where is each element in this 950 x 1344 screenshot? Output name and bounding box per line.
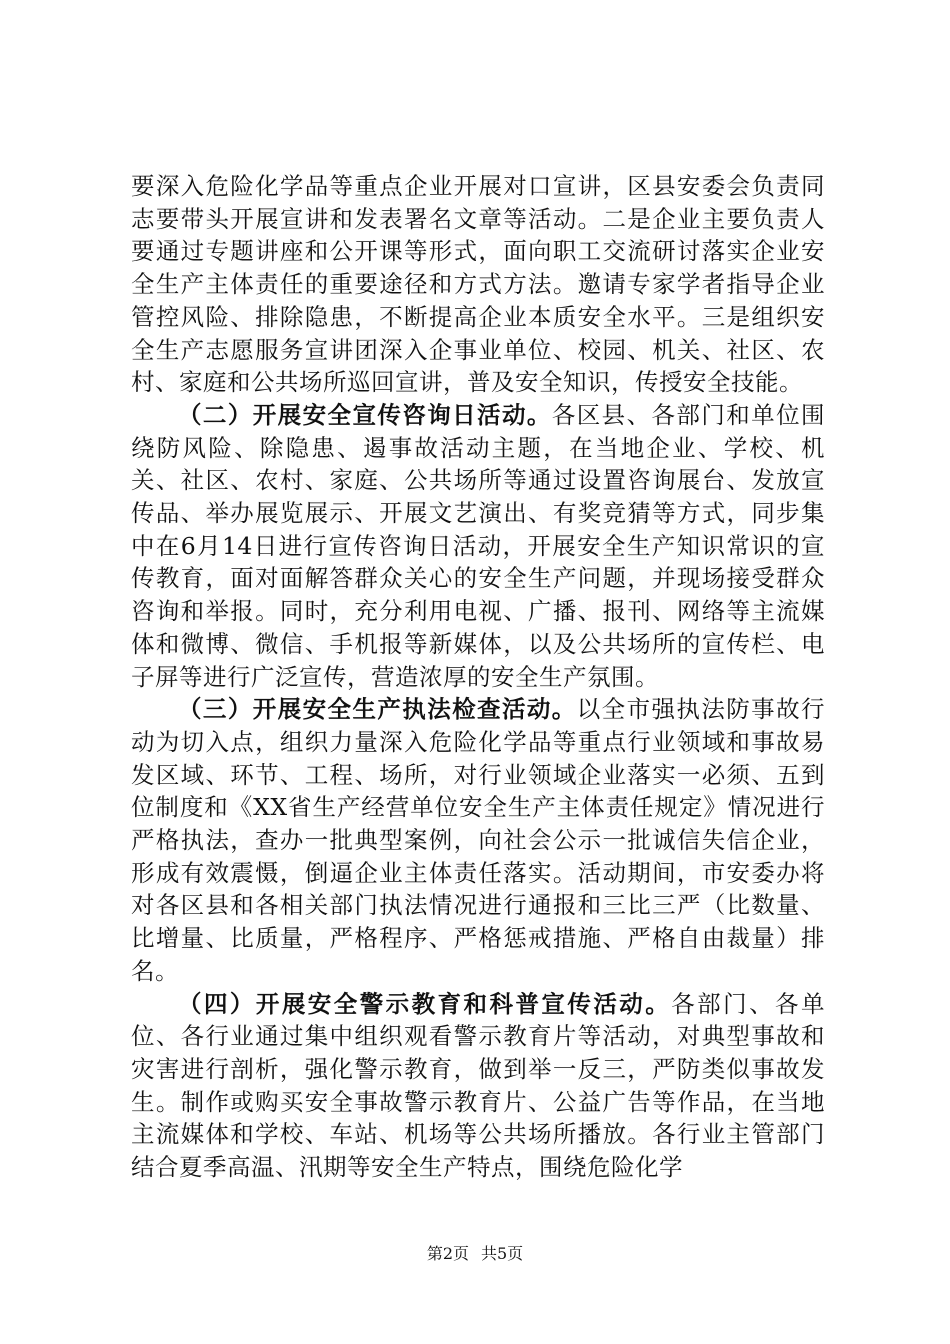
page-number: 第2页	[426, 1244, 469, 1263]
paragraph-text: 以全市强执法防事故行动为切入点，组织力量深入危险化学品等重点行业领域和事故易发区域、环节、工程、场所，对行业领域企业落实一必须、五到位制度和《XX省生产经营单位安全生产主体责任规定》情况进行严格执法，查办一批典型案例，向社会公示一批诚信失信企业，形成有效震慑，倒逼企业主体责任落实。活动期间，市安委办将对各区县和各相关部门执法情况进行通报和三比三严（比数量、比增量、比质量，严格程序、严格惩戒措施、严格自由裁量）排名。	[131, 695, 826, 985]
paragraph-text: 各部门、各单位、各行业通过集中组织观看警示教育片等活动，对典型事故和灾害进行剖析，强化警示教育，做到举一反三，严防类似事故发生。制作或购买安全事故警示教育片、公益广告等作品，在当地主流媒体和学校、车站、机场等公共场所播放。各行业主管部门结合夏季高温、汛期等安全生产特点，围绕危险化学	[131, 989, 826, 1182]
section-heading-4: （四）开展安全警示教育和科普宣传活动。	[178, 989, 672, 1018]
section-heading-3: （三）开展安全生产执法检查活动。	[178, 695, 577, 724]
paragraph-text: 各区县、各部门和单位围绕防风险、除隐患、遏事故活动主题，在当地企业、学校、机关、社区、农村、家庭、公共场所等通过设置咨询展台、发放宣传品、举办展览展示、开展文艺演出、有奖竞猜等方式，同步集中在6月14日进行宣传咨询日活动，开展安全生产知识常识的宣传教育，面对面解答群众关心的安全生产问题，并现场接受群众咨询和举报。同时，充分利用电视、广播、报刊、网络等主流媒体和微博、微信、手机报等新媒体，以及公共场所的宣传栏、电子屏等进行广泛宣传，营造浓厚的安全生产氛围。	[131, 400, 826, 691]
paragraph-intro	[131, 170, 825, 399]
page-footer	[0, 1244, 950, 1264]
section-heading-2: （二）开展安全宣传咨询日活动。	[178, 400, 552, 429]
paragraph-warning-education	[131, 988, 825, 1184]
paragraph-consultation-day	[131, 399, 825, 693]
page-total: 共5页	[481, 1244, 524, 1263]
document-body	[131, 170, 825, 1184]
paragraph-text: 要深入危险化学品等重点企业开展对口宣讲，区县安委会负责同志要带头开展宣讲和发表署名文章等活动。二是企业主要负责人要通过专题讲座和公开课等形式，面向职工交流研讨落实企业安全生产主体责任的重要途径和方式方法。邀请专家学者指导企业管控风险、排除隐患，不断提高企业本质安全水平。三是组织安全生产志愿服务宣讲团深入企事业单位、校园、机关、社区、农村、家庭和公共场所巡回宣讲，普及安全知识，传授安全技能。	[131, 172, 825, 397]
paragraph-law-enforcement	[131, 693, 825, 987]
